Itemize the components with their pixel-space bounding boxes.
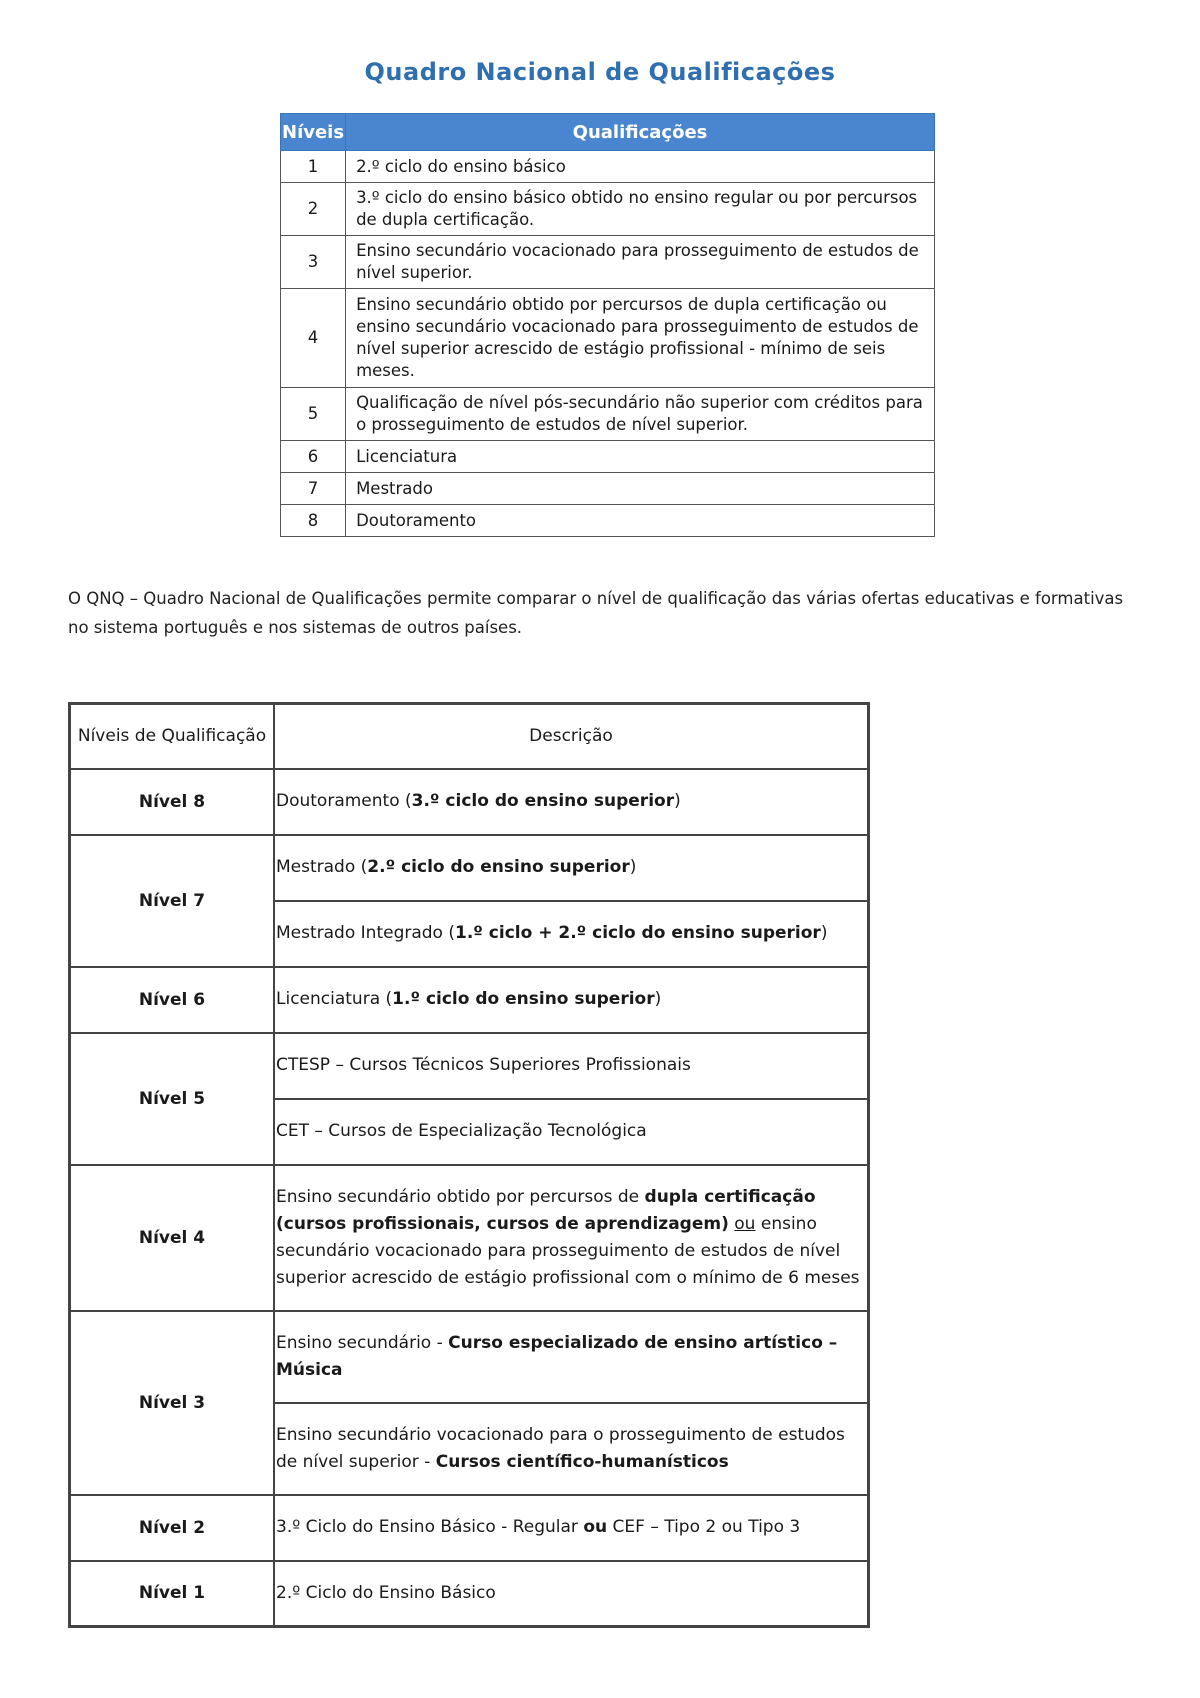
desc-text: ) — [629, 857, 637, 877]
table-row — [281, 236, 935, 289]
level-label: Nível 6 — [70, 967, 275, 1033]
level-label: Nível 3 — [70, 1311, 275, 1495]
level-description — [274, 835, 869, 901]
qnq-level: 8 — [281, 505, 346, 537]
qnq-level: 5 — [281, 388, 346, 441]
table-row — [281, 151, 935, 183]
level-description — [274, 769, 869, 835]
level-label: Nível 7 — [70, 835, 275, 967]
desc-text: Ensino secundário - — [276, 1332, 449, 1353]
qnq-qualification: 2.º ciclo do ensino básico — [346, 151, 935, 183]
table-row — [281, 388, 935, 441]
qnq-qualification: Mestrado — [346, 473, 935, 505]
level-description — [274, 1165, 869, 1311]
qnq-qualification: 3.º ciclo do ensino básico obtido no ensino regular ou por percursos de dupla certificação. — [346, 183, 935, 236]
qnq-header-row — [281, 114, 935, 151]
desc-text: Mestrado ( — [276, 857, 368, 877]
table-row — [281, 441, 935, 473]
desc-text: Mestrado Integrado ( — [276, 923, 455, 943]
desc-text: Ensino secundário vocacionado para o prosseguimento de estudos de nível superior - — [276, 1424, 845, 1472]
qnq-qualification: Doutoramento — [346, 505, 935, 537]
desc-bold: 2.º ciclo do ensino superior — [367, 857, 630, 877]
qnq-level: 6 — [281, 441, 346, 473]
desc-text: ) — [674, 791, 681, 811]
table-row — [70, 1311, 869, 1403]
desc-bold: Cursos científico-humanísticos — [435, 1451, 729, 1472]
table-row — [70, 1165, 869, 1311]
qnq-table — [280, 113, 935, 537]
level-label: Nível 2 — [70, 1495, 275, 1561]
level-label: Nível 8 — [70, 769, 275, 835]
level-description: 2.º Ciclo do Ensino Básico — [274, 1561, 869, 1627]
table-row — [70, 1495, 869, 1561]
table-row — [70, 769, 869, 835]
nq-header-row — [70, 704, 869, 769]
table-row — [281, 289, 935, 388]
table-row — [281, 473, 935, 505]
desc-underline: ou — [734, 1213, 756, 1234]
desc-text: ensino secundário vocacionado para prosseguimento de estudos de nível superior acrescido de estágio profissional com o mínimo de 6 meses — [276, 1213, 860, 1288]
desc-text: 3.º Ciclo do Ensino Básico - Regular — [276, 1517, 584, 1537]
qnq-qualification: Ensino secundário vocacionado para prosseguimento de estudos de nível superior. — [346, 236, 935, 289]
level-label: Nível 1 — [70, 1561, 275, 1627]
level-description — [274, 901, 869, 967]
nq-header-levels: Níveis de Qualificação — [70, 704, 275, 769]
qnq-level: 2 — [281, 183, 346, 236]
desc-bold: 3.º ciclo do ensino superior — [411, 791, 675, 811]
nq-header-description: Descrição — [274, 704, 869, 769]
table-row — [70, 1033, 869, 1099]
level-description: CTESP – Cursos Técnicos Superiores Profissionais — [274, 1033, 869, 1099]
desc-bold: Curso especializado de ensino artístico – Música — [276, 1332, 838, 1380]
qnq-level: 7 — [281, 473, 346, 505]
qnq-level: 1 — [281, 151, 346, 183]
table-row — [70, 1561, 869, 1627]
qnq-header-qualifications: Qualificações — [346, 114, 935, 151]
intro-paragraph: O QNQ – Quadro Nacional de Qualificações permite comparar o nível de qualificação das várias ofertas educativas e formativas no sistema português e nos sistemas de outros países. — [68, 589, 1124, 637]
desc-text: CEF – Tipo 2 ou Tipo 3 — [607, 1517, 801, 1537]
table-row — [70, 967, 869, 1033]
table-row — [281, 183, 935, 236]
desc-text: Doutoramento ( — [276, 791, 412, 811]
qnq-header-levels: Níveis — [281, 114, 346, 151]
table-row — [70, 835, 869, 901]
desc-text: ) — [654, 989, 662, 1009]
level-label: Nível 4 — [70, 1165, 275, 1311]
qnq-qualification: Qualificação de nível pós-secundário não superior com créditos para o prosseguimento de estudos de nível superior. — [346, 388, 935, 441]
desc-bold: 1.º ciclo do ensino superior — [392, 989, 655, 1009]
page-title: Quadro Nacional de Qualificações — [364, 58, 836, 86]
qnq-qualification: Licenciatura — [346, 441, 935, 473]
desc-bold: ou — [583, 1517, 608, 1537]
desc-text: Ensino secundário obtido por percursos de — [276, 1186, 645, 1207]
level-description — [274, 1495, 869, 1561]
qnq-qualification: Ensino secundário obtido por percursos de dupla certificação ou ensino secundário vocacionado para prosseguimento de estudos de nível superior acrescido de estágio profissional - mínimo de seis meses. — [346, 289, 935, 388]
level-label: Nível 5 — [70, 1033, 275, 1165]
desc-text: Licenciatura ( — [276, 989, 393, 1009]
level-description — [274, 1311, 869, 1403]
qnq-level: 3 — [281, 236, 346, 289]
desc-bold: 1.º ciclo + 2.º ciclo do ensino superior — [455, 923, 821, 943]
desc-text: ) — [820, 923, 828, 943]
level-description — [274, 967, 869, 1033]
level-description: CET – Cursos de Especialização Tecnológica — [274, 1099, 869, 1165]
desc-bold: dupla certificação (cursos profissionais, cursos de aprendizagem) — [276, 1186, 816, 1234]
qualification-levels-table — [68, 702, 870, 1628]
level-description — [274, 1403, 869, 1495]
table-row — [281, 505, 935, 537]
qnq-level: 4 — [281, 289, 346, 388]
